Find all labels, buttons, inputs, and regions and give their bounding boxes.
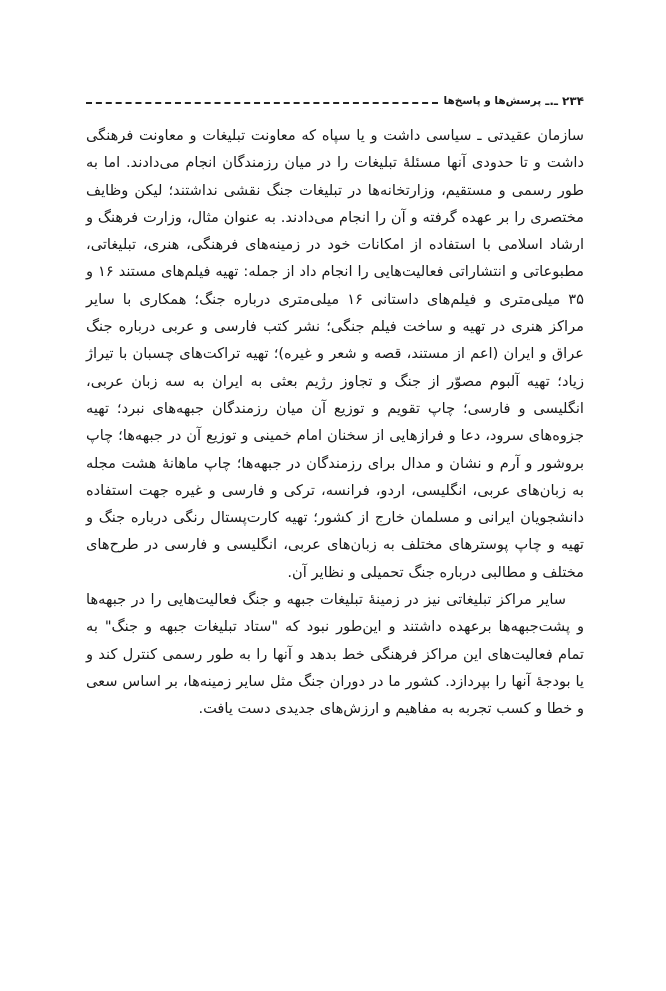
paragraph-2: سایر مراکز تبلیغاتی نیز در زمینهٔ تبلیغات جبهه و جنگ فعالیت‌هایی را در جبهه‌ها و پشت‌جبهه‌ها برعهده داشتند و این‌طور نبود که "ستاد تبلیغات جبهه و جنگ" به تمام فعالیت‌های این مراکز فرهنگی خط بدهد و آنها را به طور رسمی کنترل کند و یا بودجهٔ آنها را بپردازد. کشور ما در دوران جنگ مثل سایر زمینه‌ها، بر اساس سعی و خطا و کسب تجربه به مفاهیم و ارزش‌های جدیدی دست یافت. — [86, 591, 584, 718]
header-dashed-rule — [86, 102, 438, 104]
body-text — [86, 122, 584, 723]
running-title: پرسش‌ها و پاسخ‌ها — [443, 95, 542, 107]
page-number: ۲۳۴ — [562, 94, 584, 108]
page-header — [86, 92, 584, 108]
header-separator: ـ.ـ — [545, 94, 559, 108]
paragraph-1: سازمان عقیدتی ـ سیاسی داشت و یا سپاه که معاونت تبلیغات و معاونت فرهنگی داشت و تا حدودی آنها مسئلهٔ تبلیغات را در میان رزمندگان انجام می‌دادند. اما به طور رسمی و مستقیم، وزارتخانه‌ها در تبلیغات جنگ نقشی نداشتند؛ لیکن وظایف مختصری را بر عهده گرفته و آن را انجام می‌دادند. به عنوان مثال، وزارت فرهنگ و ارشاد اسلامی با استفاده از امکانات خود در زمینه‌های فرهنگی، هنری، تبلیغاتی، مطبوعاتی و انتشاراتی فعالیت‌هایی را انجام داد از جمله: تهیه فیلم‌های مستند ۱۶ و ۳۵ میلی‌متری و فیلم‌های داستانی ۱۶ میلی‌متری درباره جنگ؛ همکاری با سایر مراکز هنری در تهیه و ساخت فیلم جنگی؛ نشر کتب فارسی و عربی درباره جنگ عراق و ایران (اعم از مستند، قصه و شعر و غیره)؛ تهیه تراکت‌های چسبان با تیراژ زیاد؛ تهیه آلبوم مصوّر از جنگ و تجاوز رژیم بعثی به ایران به سه زبان عربی، انگلیسی و فارسی؛ چاپ تقویم و توزیع آن میان رزمندگان جبهه‌های نبرد؛ تهیه جزوه‌های سرود، دعا و فرازهایی از سخنان امام خمینی و توزیع آن در جبهه‌ها؛ چاپ بروشور و آرم و نشان و مدال برای رزمندگان در جبهه‌ها؛ چاپ ماهانهٔ هشت مجله به زبان‌های عربی، انگلیسی، اردو، فرانسه، ترکی و فارسی و غیره جهت استفاده دانشجویان ایرانی و مسلمان خارج از کشور؛ تهیه کارت‌پستال رنگی درباره جنگ و تهیه و چاپ پوسترهای مختلف به زبان‌های عربی، انگلیسی و فارسی در طرح‌های مختلف و مطالبی درباره جنگ تحمیلی و نظایر آن. — [86, 127, 584, 581]
